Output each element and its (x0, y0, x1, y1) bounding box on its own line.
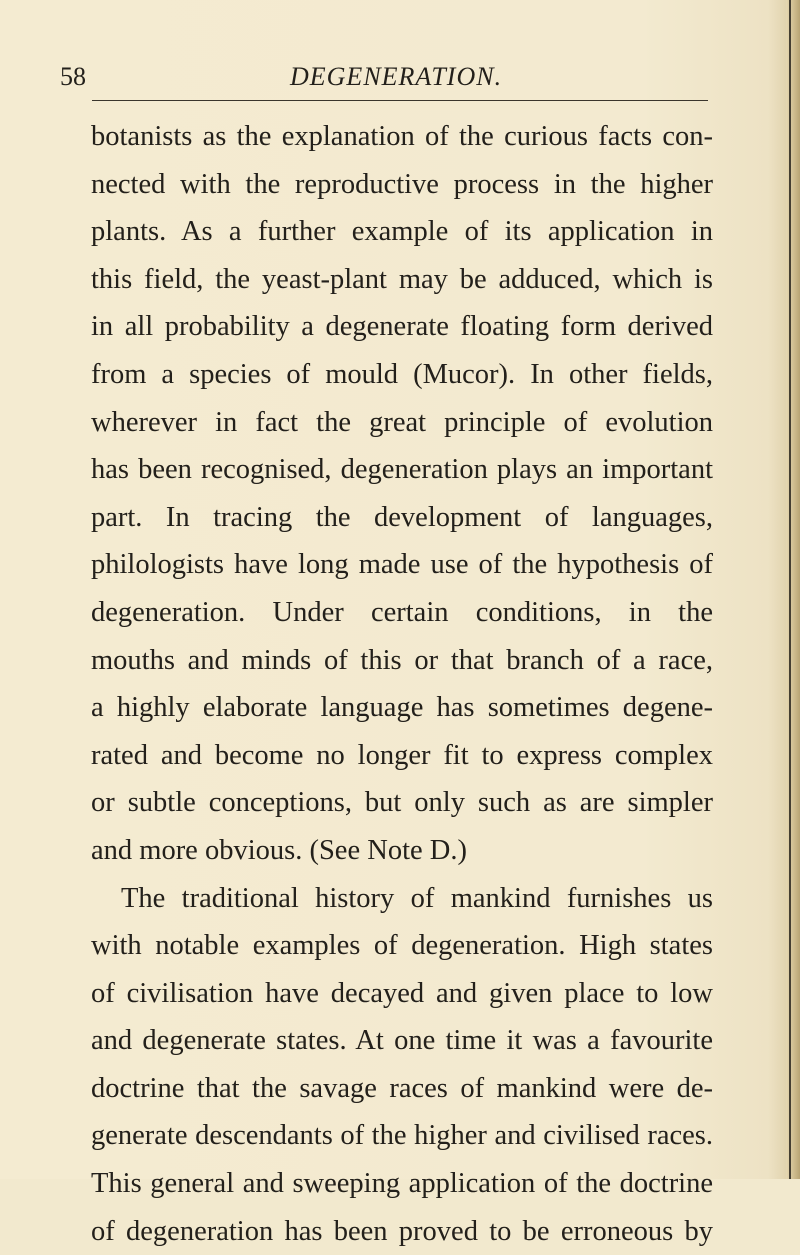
text-line: or subtle conceptions, but only such as are simpler (91, 787, 713, 819)
body-text (91, 113, 713, 1255)
text-line: plants. As a further example of its application in (91, 216, 713, 248)
page-header (60, 62, 720, 96)
text-line: botanists as the explanation of the curious facts con- (91, 121, 713, 152)
text-line: and degenerate states. At one time it was a favourite (91, 1025, 713, 1057)
text-line: doctrine that the savage races of mankind were de- (91, 1072, 713, 1104)
text-line: generate descendants of the higher and civilised races. (91, 1120, 713, 1152)
paragraph-end-line: and more obvious. (See Note D.) (91, 834, 467, 866)
text-line: philologists have long made use of the hypothesis of (91, 549, 713, 581)
text-line: nected with the reproductive process in the higher (91, 168, 713, 200)
text-line: in all probability a degenerate floating form derived (91, 311, 713, 343)
text-line: mouths and minds of this or that branch of a race, (91, 644, 713, 676)
header-rule (92, 100, 708, 101)
paragraph-start-line: The traditional history of mankind furnishes us (121, 882, 713, 914)
text-line: a highly elaborate language has sometimes degene- (91, 692, 713, 724)
text-line: degeneration. Under certain conditions, in the (91, 596, 713, 628)
text-line: with notable examples of degeneration. High states (91, 930, 713, 962)
text-line: of degeneration has been proved to be erroneous by (91, 1215, 713, 1247)
text-line: has been recognised, degeneration plays an important (91, 454, 713, 486)
text-line: from a species of mould (Mucor). In other fields, (91, 358, 713, 390)
binding-edge-line (789, 0, 791, 1179)
page-number: 58 (60, 62, 86, 91)
text-line: of civilisation have decayed and given place to low (91, 977, 713, 1009)
text-line: rated and become no longer fit to express complex (91, 739, 713, 771)
text-line: wherever in fact the great principle of evolution (91, 406, 713, 438)
running-title: DEGENERATION. (290, 62, 503, 91)
text-line: This general and sweeping application of the doctrine (91, 1168, 713, 1200)
text-line: part. In tracing the development of languages, (91, 501, 713, 533)
text-line: this field, the yeast-plant may be adduced, which is (91, 263, 713, 295)
